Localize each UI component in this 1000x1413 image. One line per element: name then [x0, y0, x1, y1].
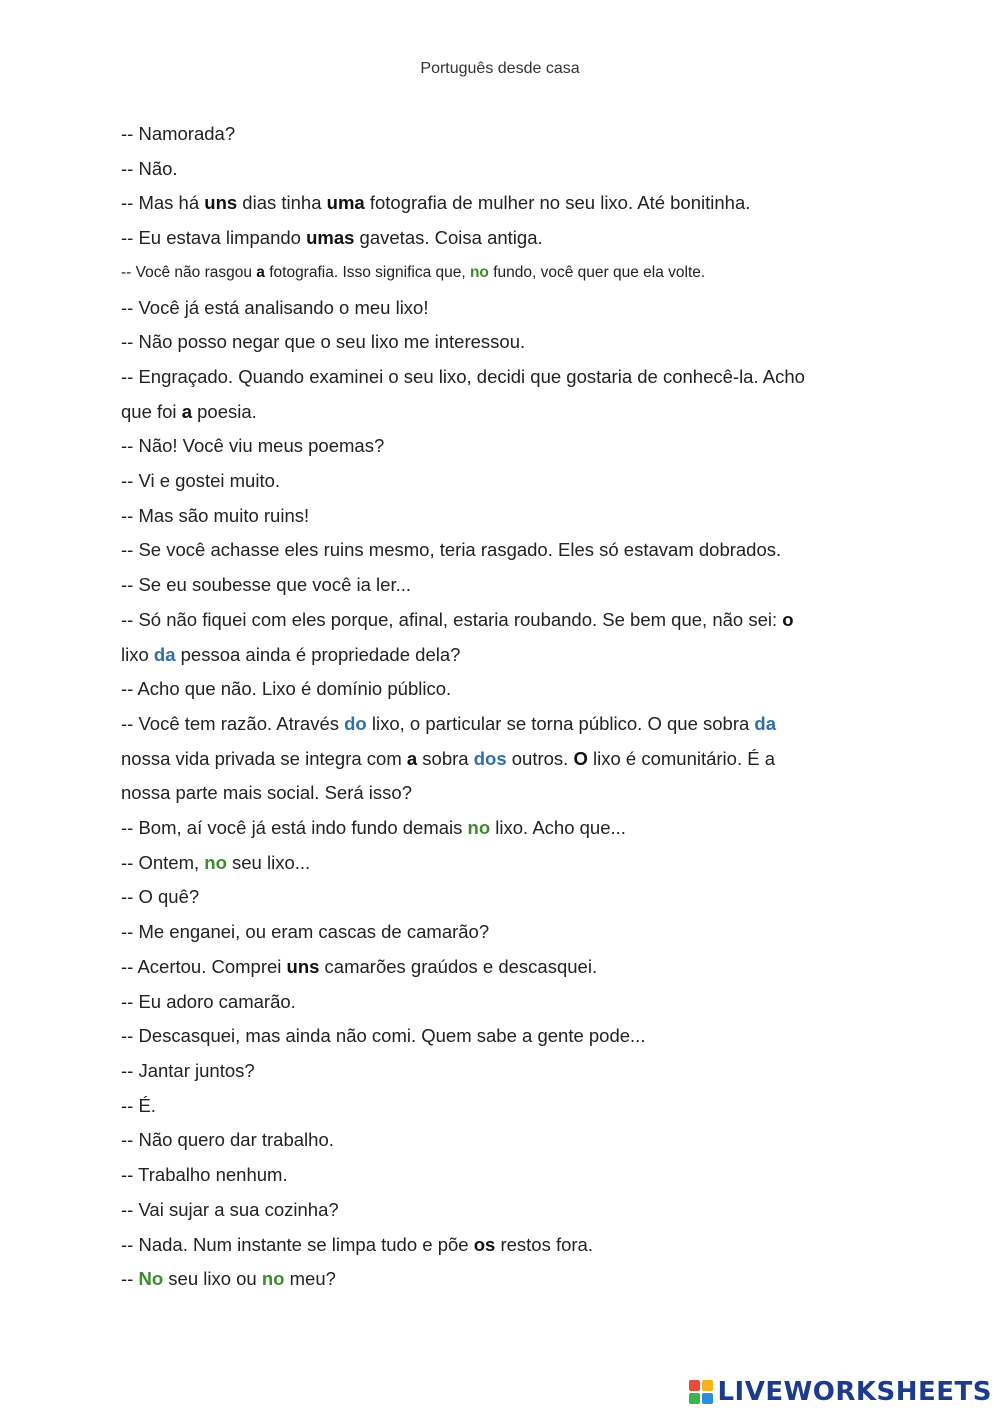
line-text: -- Você não rasgou: [121, 263, 257, 281]
line-text: outros.: [506, 747, 574, 769]
highlighted-word: do: [344, 712, 367, 734]
line-text: -- Eu estava limpando: [121, 227, 307, 249]
dialogue-line: [121, 1262, 881, 1297]
dialogue-line: [121, 1123, 881, 1158]
dialogue-text: [121, 117, 881, 1297]
dialogue-line: [121, 1228, 881, 1263]
line-text: nossa vida privada se integra com: [121, 747, 407, 769]
line-text: -- Se eu soubesse que você ia ler...: [121, 574, 412, 596]
highlighted-word: umas: [306, 227, 355, 249]
highlighted-word: no: [469, 263, 489, 281]
highlighted-word: No: [138, 1268, 164, 1290]
line-text: gavetas. Coisa antiga.: [354, 227, 543, 249]
line-text: -- Você tem razão. Através: [121, 712, 345, 734]
dialogue-line: [121, 499, 881, 534]
line-text: dias tinha: [237, 192, 327, 214]
dialogue-line: [121, 1019, 881, 1054]
line-text: nossa parte mais social. Será isso?: [121, 782, 412, 804]
logo-blocks-icon: [689, 1380, 713, 1404]
highlighted-word: dos: [473, 747, 507, 769]
line-text: -- Não! Você viu meus poemas?: [121, 435, 385, 457]
line-text: -- Eu adoro camarão.: [121, 990, 296, 1012]
dialogue-line: [121, 221, 881, 256]
line-text: --: [121, 1268, 139, 1290]
line-text: restos fora.: [495, 1233, 593, 1255]
dialogue-line: [121, 638, 881, 673]
logo-text: LIVEWORKSHEETS: [717, 1377, 992, 1407]
highlighted-word: o: [782, 608, 794, 630]
dialogue-line: [121, 360, 881, 395]
line-text: -- Nada. Num instante se limpa tudo e põe: [121, 1233, 474, 1255]
line-text: -- Descasquei, mas ainda não comi. Quem sabe a gente pode...: [121, 1025, 646, 1047]
dialogue-line: [121, 742, 881, 777]
dialogue-line: [121, 707, 881, 742]
line-text: -- Bom, aí você já está indo fundo demais: [121, 817, 468, 839]
dialogue-line: [121, 672, 881, 707]
line-text: -- Vai sujar a sua cozinha?: [121, 1198, 339, 1220]
line-text: que foi: [121, 400, 182, 422]
dialogue-line: [121, 880, 881, 915]
line-text: -- Mas há: [121, 192, 205, 214]
highlighted-word: a: [181, 400, 192, 422]
highlighted-word: no: [204, 851, 227, 873]
line-text: seu lixo...: [226, 851, 311, 873]
highlighted-word: a: [256, 263, 265, 281]
line-text: -- Mas são muito ruins!: [121, 504, 310, 526]
line-text: lixo. Acho que...: [490, 817, 626, 839]
liveworksheets-logo[interactable]: [689, 1377, 992, 1407]
line-text: pessoa ainda é propriedade dela?: [175, 643, 461, 665]
dialogue-line: [121, 429, 881, 464]
highlighted-word: da: [153, 643, 176, 665]
dialogue-line: [121, 776, 881, 811]
dialogue-line: [121, 186, 881, 221]
logo-block: [689, 1380, 700, 1391]
line-text: -- Ontem,: [121, 851, 205, 873]
dialogue-line: [121, 152, 881, 187]
dialogue-line: [121, 1054, 881, 1089]
line-text: -- Acho que não. Lixo é domínio público.: [121, 678, 452, 700]
page-header-title: Português desde casa: [420, 60, 580, 77]
highlighted-word: O: [573, 747, 588, 769]
line-text: -- Jantar juntos?: [121, 1059, 255, 1081]
highlighted-word: uns: [204, 192, 238, 214]
line-text: -- Só não fiquei com eles porque, afinal, estaria roubando. Se bem que, não sei:: [121, 608, 783, 630]
dialogue-line: [121, 291, 881, 326]
line-text: sobra: [417, 747, 474, 769]
line-text: -- Vi e gostei muito.: [121, 470, 281, 492]
line-text: lixo é comunitário. É a: [587, 747, 776, 769]
line-text: -- Não.: [121, 157, 178, 179]
dialogue-line: [121, 1158, 881, 1193]
dialogue-line: [121, 568, 881, 603]
dialogue-line: [121, 811, 881, 846]
logo-block: [702, 1380, 713, 1391]
line-text: -- O quê?: [121, 886, 200, 908]
dialogue-line: [121, 325, 881, 360]
logo-block: [689, 1393, 700, 1404]
line-text: -- Namorada?: [121, 123, 236, 144]
line-text: lixo: [121, 643, 154, 665]
line-text: seu lixo ou: [163, 1268, 262, 1290]
dialogue-line: [121, 846, 881, 881]
line-text: -- Me enganei, ou eram cascas de camarão?: [121, 921, 490, 943]
highlighted-word: os: [473, 1233, 496, 1255]
dialogue-line: [121, 950, 881, 985]
dialogue-line: [121, 1193, 881, 1228]
highlighted-word: no: [261, 1268, 285, 1290]
line-text: poesia.: [191, 400, 257, 422]
line-text: -- Engraçado. Quando examinei o seu lixo, decidi que gostaria de conhecê-la. Acho: [121, 365, 805, 387]
highlighted-word: no: [467, 817, 491, 839]
highlighted-word: uma: [326, 192, 365, 214]
line-text: meu?: [284, 1268, 336, 1290]
dialogue-line: [121, 117, 881, 152]
dialogue-line: [121, 464, 881, 499]
line-text: fotografia de mulher no seu lixo. Até bonitinha.: [364, 192, 751, 214]
line-text: -- Acertou. Comprei: [121, 955, 287, 977]
logo-block: [702, 1393, 713, 1404]
line-text: camarões graúdos e descasquei.: [319, 955, 598, 977]
dialogue-line: [121, 1089, 881, 1124]
line-text: -- Não posso negar que o seu lixo me interessou.: [121, 331, 526, 353]
line-text: fotografia. Isso significa que,: [264, 263, 470, 281]
highlighted-word: uns: [286, 955, 320, 977]
line-text: -- É.: [121, 1094, 156, 1116]
dialogue-line: [121, 395, 881, 430]
line-text: lixo, o particular se torna público. O que sobra: [366, 712, 755, 734]
dialogue-line: [121, 603, 881, 638]
dialogue-line: [121, 985, 881, 1020]
line-text: -- Trabalho nenhum.: [121, 1164, 288, 1186]
dialogue-line: [121, 533, 881, 568]
line-text: -- Se você achasse eles ruins mesmo, teria rasgado. Eles só estavam dobrados.: [121, 539, 782, 561]
highlighted-word: da: [754, 712, 777, 734]
highlighted-word: a: [406, 747, 418, 769]
dialogue-line: [121, 256, 881, 291]
line-text: fundo, você quer que ela volte.: [488, 263, 706, 281]
line-text: -- Não quero dar trabalho.: [121, 1129, 334, 1151]
line-text: -- Você já está analisando o meu lixo!: [121, 296, 429, 318]
dialogue-line: [121, 915, 881, 950]
